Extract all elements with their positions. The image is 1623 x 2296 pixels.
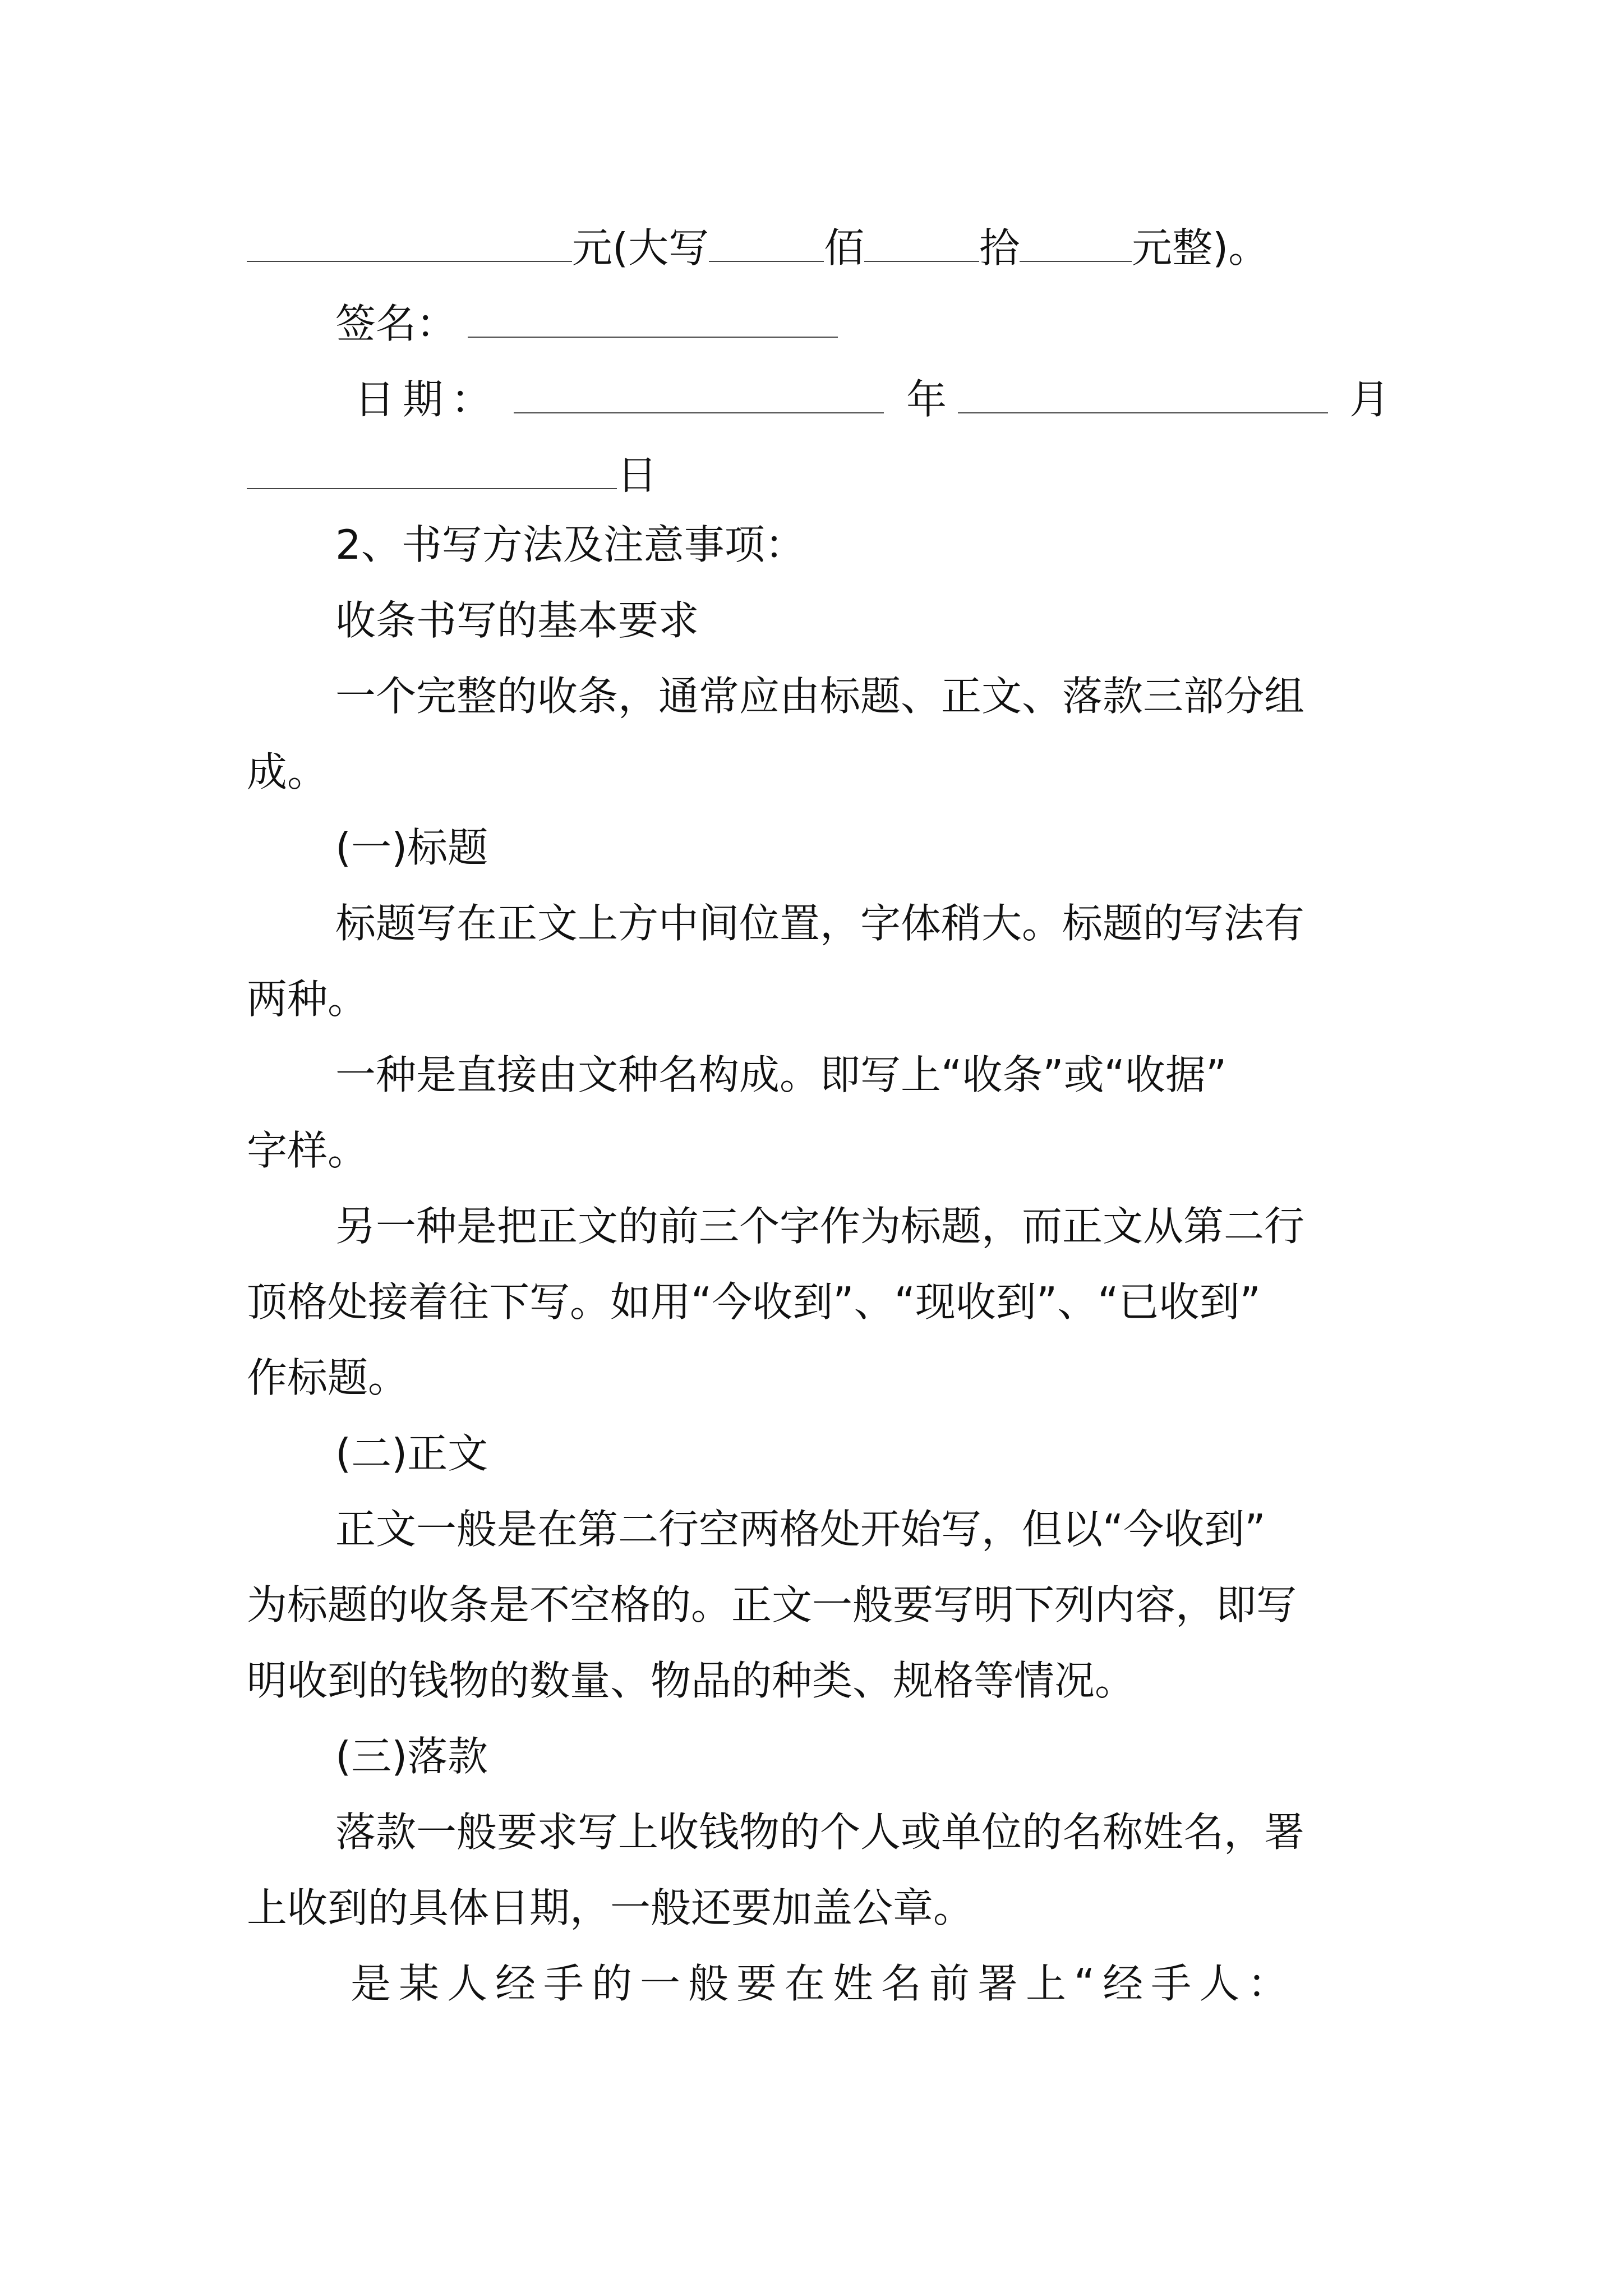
shi-blank [864, 222, 979, 262]
month-text: 月 [1349, 376, 1390, 423]
amount-line [247, 222, 1269, 272]
amount-yuan-daxie-text: 元(大写 [572, 224, 709, 272]
sign-heading: (三)落款 [335, 1733, 488, 1780]
yuan-zheng-text: 元整)。 [1132, 224, 1269, 272]
subheading: 收条书写的基本要求 [335, 597, 699, 644]
title-p3-line-3: 作标题。 [247, 1354, 409, 1401]
body-p-line-2: 为标题的收条是不空格的。正文一般要写明下列内容，即写 [247, 1581, 1297, 1628]
title-p1-line-1: 标题写在正文上方中间位置，字体稍大。标题的写法有 [335, 900, 1305, 947]
section-heading: 2、书写方法及注意事项： [335, 521, 805, 568]
day-line [247, 449, 658, 499]
date-label: 日期： [354, 376, 500, 423]
intro-line-1: 一个完整的收条，通常应由标题、正文、落款三部分组 [335, 673, 1305, 720]
title-p2-line-2: 字样。 [247, 1127, 368, 1174]
sign-p1-line-2: 上收到的具体日期，一般还要加盖公章。 [247, 1884, 974, 1931]
body-p-line-1: 正文一般是在第二行空两格处开始写，但以“今收到” [335, 1506, 1266, 1553]
shi-text: 拾 [979, 224, 1020, 272]
signature-line [335, 297, 838, 347]
bai-text: 佰 [824, 224, 865, 272]
date-line [354, 373, 1390, 423]
signature-label: 签名： [335, 300, 457, 347]
sign-p1-line-1: 落款一般要求写上收钱物的个人或单位的名称姓名，署 [335, 1809, 1305, 1856]
amount-blank [247, 222, 572, 262]
title-p1-line-2: 两种。 [247, 976, 368, 1023]
signature-blank [468, 297, 838, 338]
year-blank [514, 373, 884, 413]
title-p2-line-1: 一种是直接由文种名构成。即写上“收条”或“收据” [335, 1051, 1227, 1098]
year-text: 年 [906, 376, 947, 423]
title-p3-line-2: 顶格处接着往下写。如用“今收到”、“现收到”、“已收到” [247, 1278, 1261, 1326]
bai-blank [709, 222, 824, 262]
title-p3-line-1: 另一种是把正文的前三个字作为标题，而正文从第二行 [335, 1203, 1305, 1250]
yuan-blank [1020, 222, 1132, 262]
month-blank [958, 373, 1328, 413]
day-blank [247, 449, 617, 489]
body-p-line-3: 明收到的钱物的数量、物品的种类、规格等情况。 [247, 1657, 1136, 1704]
day-text: 日 [617, 452, 658, 499]
body-heading: (二)正文 [335, 1430, 488, 1477]
sign-p2-line-1: 是某人经手的一般要在姓名前署上“经手人： [351, 1960, 1296, 2007]
intro-line-2: 成。 [247, 748, 328, 795]
title-heading: (一)标题 [335, 824, 488, 871]
